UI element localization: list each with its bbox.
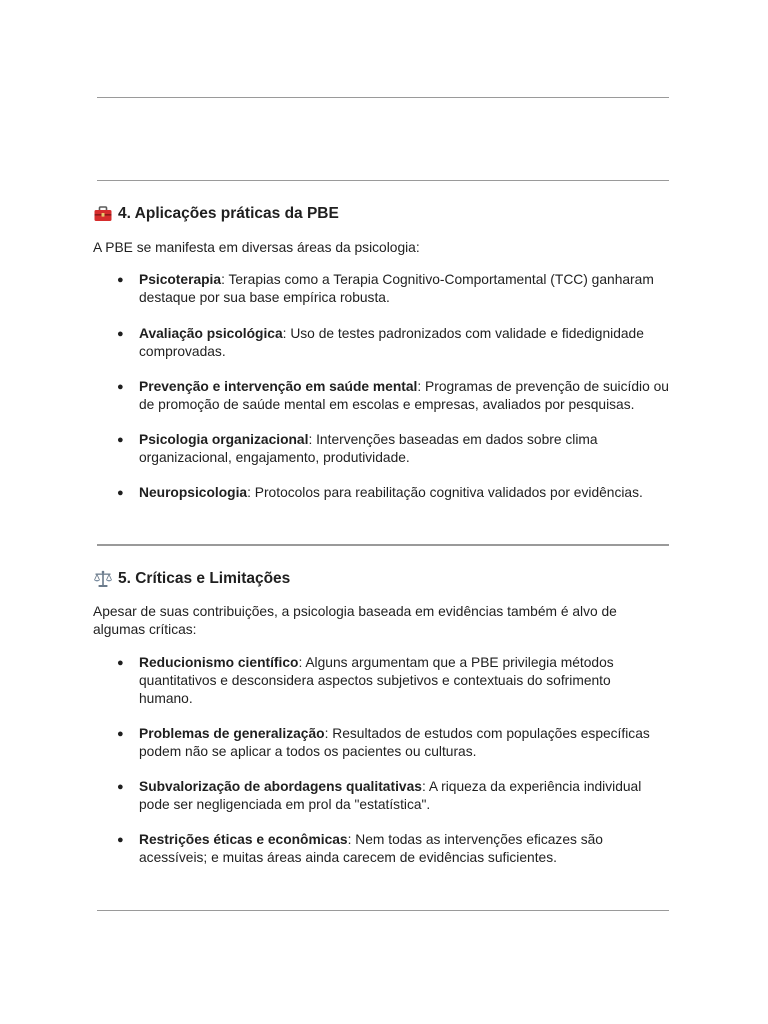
section-heading-text: 4. Aplicações práticas da PBE bbox=[118, 205, 339, 222]
list-item-term: Subvalorização de abordagens qualitativas bbox=[139, 779, 422, 794]
bullet-marker: ● bbox=[117, 328, 124, 340]
bullet-marker: ● bbox=[117, 434, 124, 446]
horizontal-rule bbox=[97, 97, 669, 98]
horizontal-rule bbox=[97, 180, 669, 181]
list-item-term: Restrições éticas e econômicas bbox=[139, 832, 348, 847]
list-item bbox=[0, 378, 768, 414]
list-item-term: Reducionismo científico bbox=[139, 655, 299, 670]
list-item-term: Problemas de generalização bbox=[139, 726, 325, 741]
list-item-term: Neuropsicologia bbox=[139, 485, 248, 500]
section-intro: A PBE se manifesta em diversas áreas da psicologia: bbox=[93, 240, 420, 255]
bullet-marker: ● bbox=[117, 274, 124, 286]
list-item bbox=[0, 325, 768, 361]
horizontal-rule bbox=[97, 544, 669, 546]
list-item-text: : Alguns argumentam que a PBE privilegia métodos quantitativos e desconsidera aspectos subjetivos e contextuais do sofrimento humano. bbox=[139, 655, 614, 706]
bullet-marker: ● bbox=[117, 834, 124, 846]
list-item-text: : Intervenções baseadas em dados sobre clima organizacional, engajamento, produtividade. bbox=[139, 432, 598, 465]
list-item-text: : Uso de testes padronizados com validade e fidedignidade comprovadas. bbox=[139, 326, 644, 359]
list-item-term: Prevenção e intervenção em saúde mental bbox=[139, 379, 418, 394]
bullet-marker: ● bbox=[117, 781, 124, 793]
toolbox-icon bbox=[93, 204, 113, 224]
bullet-list bbox=[0, 271, 768, 502]
bullet-marker: ● bbox=[117, 657, 124, 669]
list-item bbox=[0, 831, 768, 867]
bullet-list bbox=[0, 654, 768, 867]
section-heading-aplicacoes bbox=[93, 204, 339, 224]
list-item-text: : Resultados de estudos com populações específicas podem não se aplicar a todos os pacientes ou culturas. bbox=[139, 726, 650, 759]
list-item-text: : A riqueza da experiência individual pode ser negligenciada em prol da "estatística". bbox=[139, 779, 642, 812]
list-item bbox=[0, 654, 768, 708]
horizontal-rule bbox=[97, 910, 669, 911]
section-heading-text: 5. Críticas e Limitações bbox=[118, 570, 291, 587]
list-item bbox=[0, 271, 768, 307]
list-item-text: : Terapias como a Terapia Cognitivo-Comportamental (TCC) ganharam destaque por sua base empírica robusta. bbox=[139, 272, 654, 305]
list-item-term: Psicologia organizacional bbox=[139, 432, 309, 447]
list-item-term: Psicoterapia bbox=[139, 272, 222, 287]
list-item bbox=[0, 778, 768, 814]
list-item bbox=[0, 725, 768, 761]
bullet-marker: ● bbox=[117, 728, 124, 740]
list-item-text: : Protocolos para reabilitação cognitiva validados por evidências. bbox=[247, 485, 643, 500]
list-item bbox=[0, 484, 768, 502]
list-item-text: : Nem todas as intervenções eficazes são acessíveis; e muitas áreas ainda carecem de evidências suficientes. bbox=[139, 832, 603, 865]
list-item-text: : Programas de prevenção de suicídio ou de promoção de saúde mental em escolas e empresas, avaliados por pesquisas. bbox=[139, 379, 669, 412]
list-item bbox=[0, 431, 768, 467]
bullet-marker: ● bbox=[117, 381, 124, 393]
balance-scale-icon bbox=[93, 569, 113, 589]
bullet-marker: ● bbox=[117, 487, 124, 499]
section-intro: Apesar de suas contribuições, a psicologia baseada em evidências também é alvo de algumas críticas: bbox=[93, 604, 617, 637]
section-heading-criticas bbox=[93, 569, 290, 589]
list-item-term: Avaliação psicológica bbox=[139, 326, 283, 341]
